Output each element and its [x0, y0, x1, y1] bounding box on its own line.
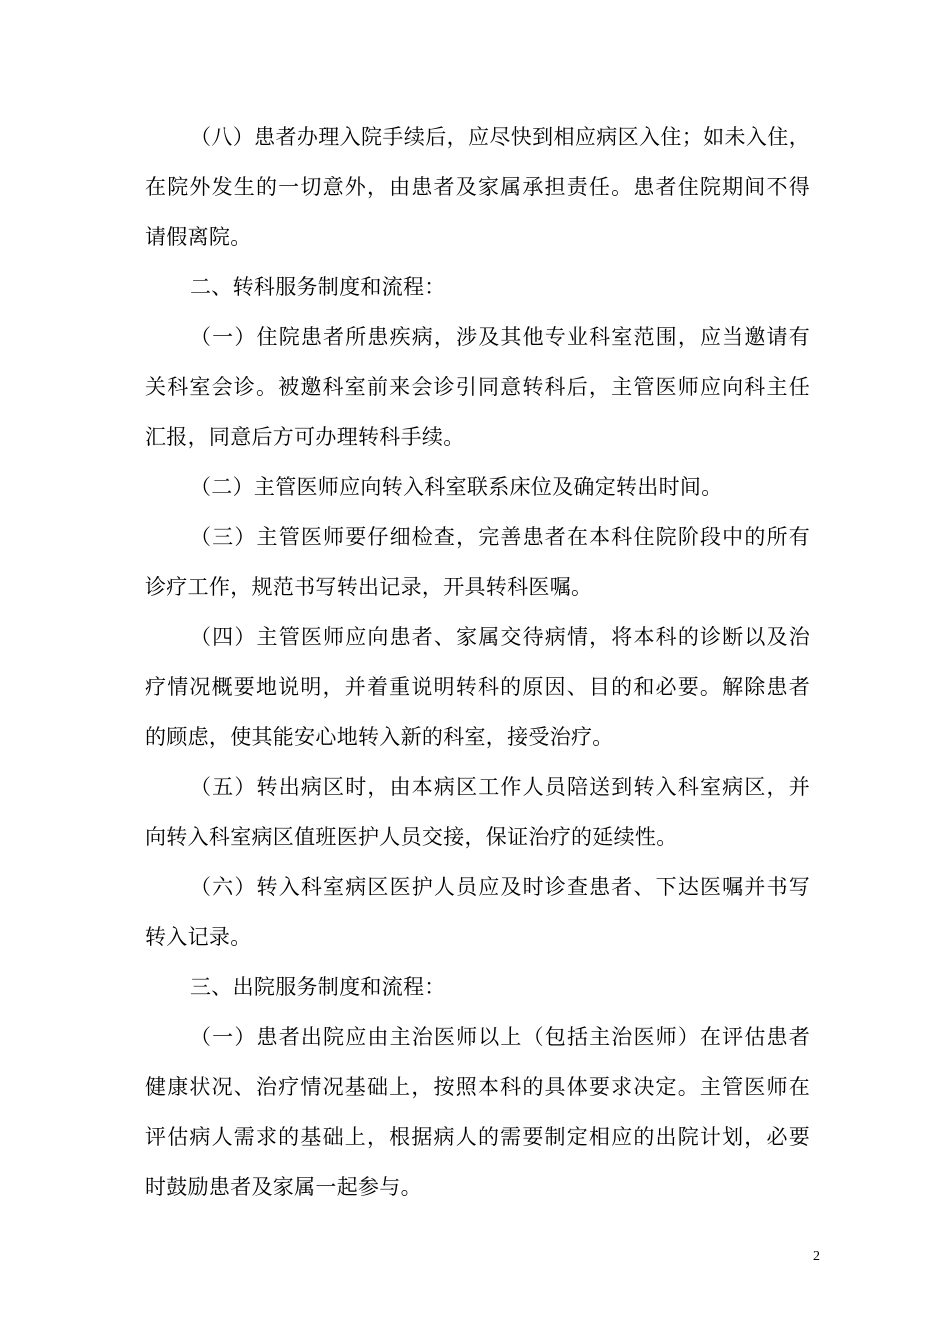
section-3-item-1-line-4: 时鼓励患者及家属一起参与。	[145, 1175, 422, 1199]
section-2-item-4-line-3: 的顾虑，使其能安心地转入新的科室，接受治疗。	[145, 725, 614, 749]
section-2-item-4-line-1: （四）主管医师应向患者、家属交待病情，将本科的诊断以及治	[190, 625, 810, 649]
section-2-item-6-line-2: 转入记录。	[145, 925, 252, 949]
paragraph-8-line-2: 在院外发生的一切意外，由患者及家属承担责任。患者住院期间不得	[145, 175, 810, 199]
section-3-heading: 三、出院服务制度和流程：	[190, 975, 446, 999]
section-2-item-1-line-3: 汇报，同意后方可办理转科手续。	[145, 425, 465, 449]
section-2-item-5-line-2: 向转入科室病区值班医护人员交接，保证治疗的延续性。	[145, 825, 678, 849]
section-3-item-1-line-3: 评估病人需求的基础上，根据病人的需要制定相应的出院计划，必要	[145, 1125, 810, 1149]
section-3-item-1-line-1: （一）患者出院应由主治医师以上（包括主治医师）在评估患者	[190, 1025, 810, 1049]
section-2-item-1-line-2: 关科室会诊。被邀科室前来会诊引同意转科后，主管医师应向科主任	[145, 375, 810, 399]
section-2-item-3-line-1: （三）主管医师要仔细检查，完善患者在本科住院阶段中的所有	[190, 525, 810, 549]
section-2-item-1-line-1: （一）住院患者所患疾病，涉及其他专业科室范围，应当邀请有	[190, 325, 810, 349]
page-number: 2	[813, 1249, 820, 1264]
section-2-item-2-line-1: （二）主管医师应向转入科室联系床位及确定转出时间。	[190, 475, 723, 499]
paragraph-8-line-1: （八）患者办理入院手续后，应尽快到相应病区入住；如未入住，	[190, 125, 810, 149]
section-2-heading: 二、转科服务制度和流程：	[190, 275, 446, 299]
section-2-item-5-line-1: （五）转出病区时，由本病区工作人员陪送到转入科室病区，并	[190, 775, 810, 799]
paragraph-8-line-3: 请假离院。	[145, 225, 252, 249]
section-2-item-3-line-2: 诊疗工作，规范书写转出记录，开具转科医嘱。	[145, 575, 593, 599]
section-2-item-4-line-2: 疗情况概要地说明，并着重说明转科的原因、目的和必要。解除患者	[145, 675, 810, 699]
section-2-item-6-line-1: （六）转入科室病区医护人员应及时诊查患者、下达医嘱并书写	[190, 875, 810, 899]
section-3-item-1-line-2: 健康状况、治疗情况基础上，按照本科的具体要求决定。主管医师在	[145, 1075, 810, 1099]
